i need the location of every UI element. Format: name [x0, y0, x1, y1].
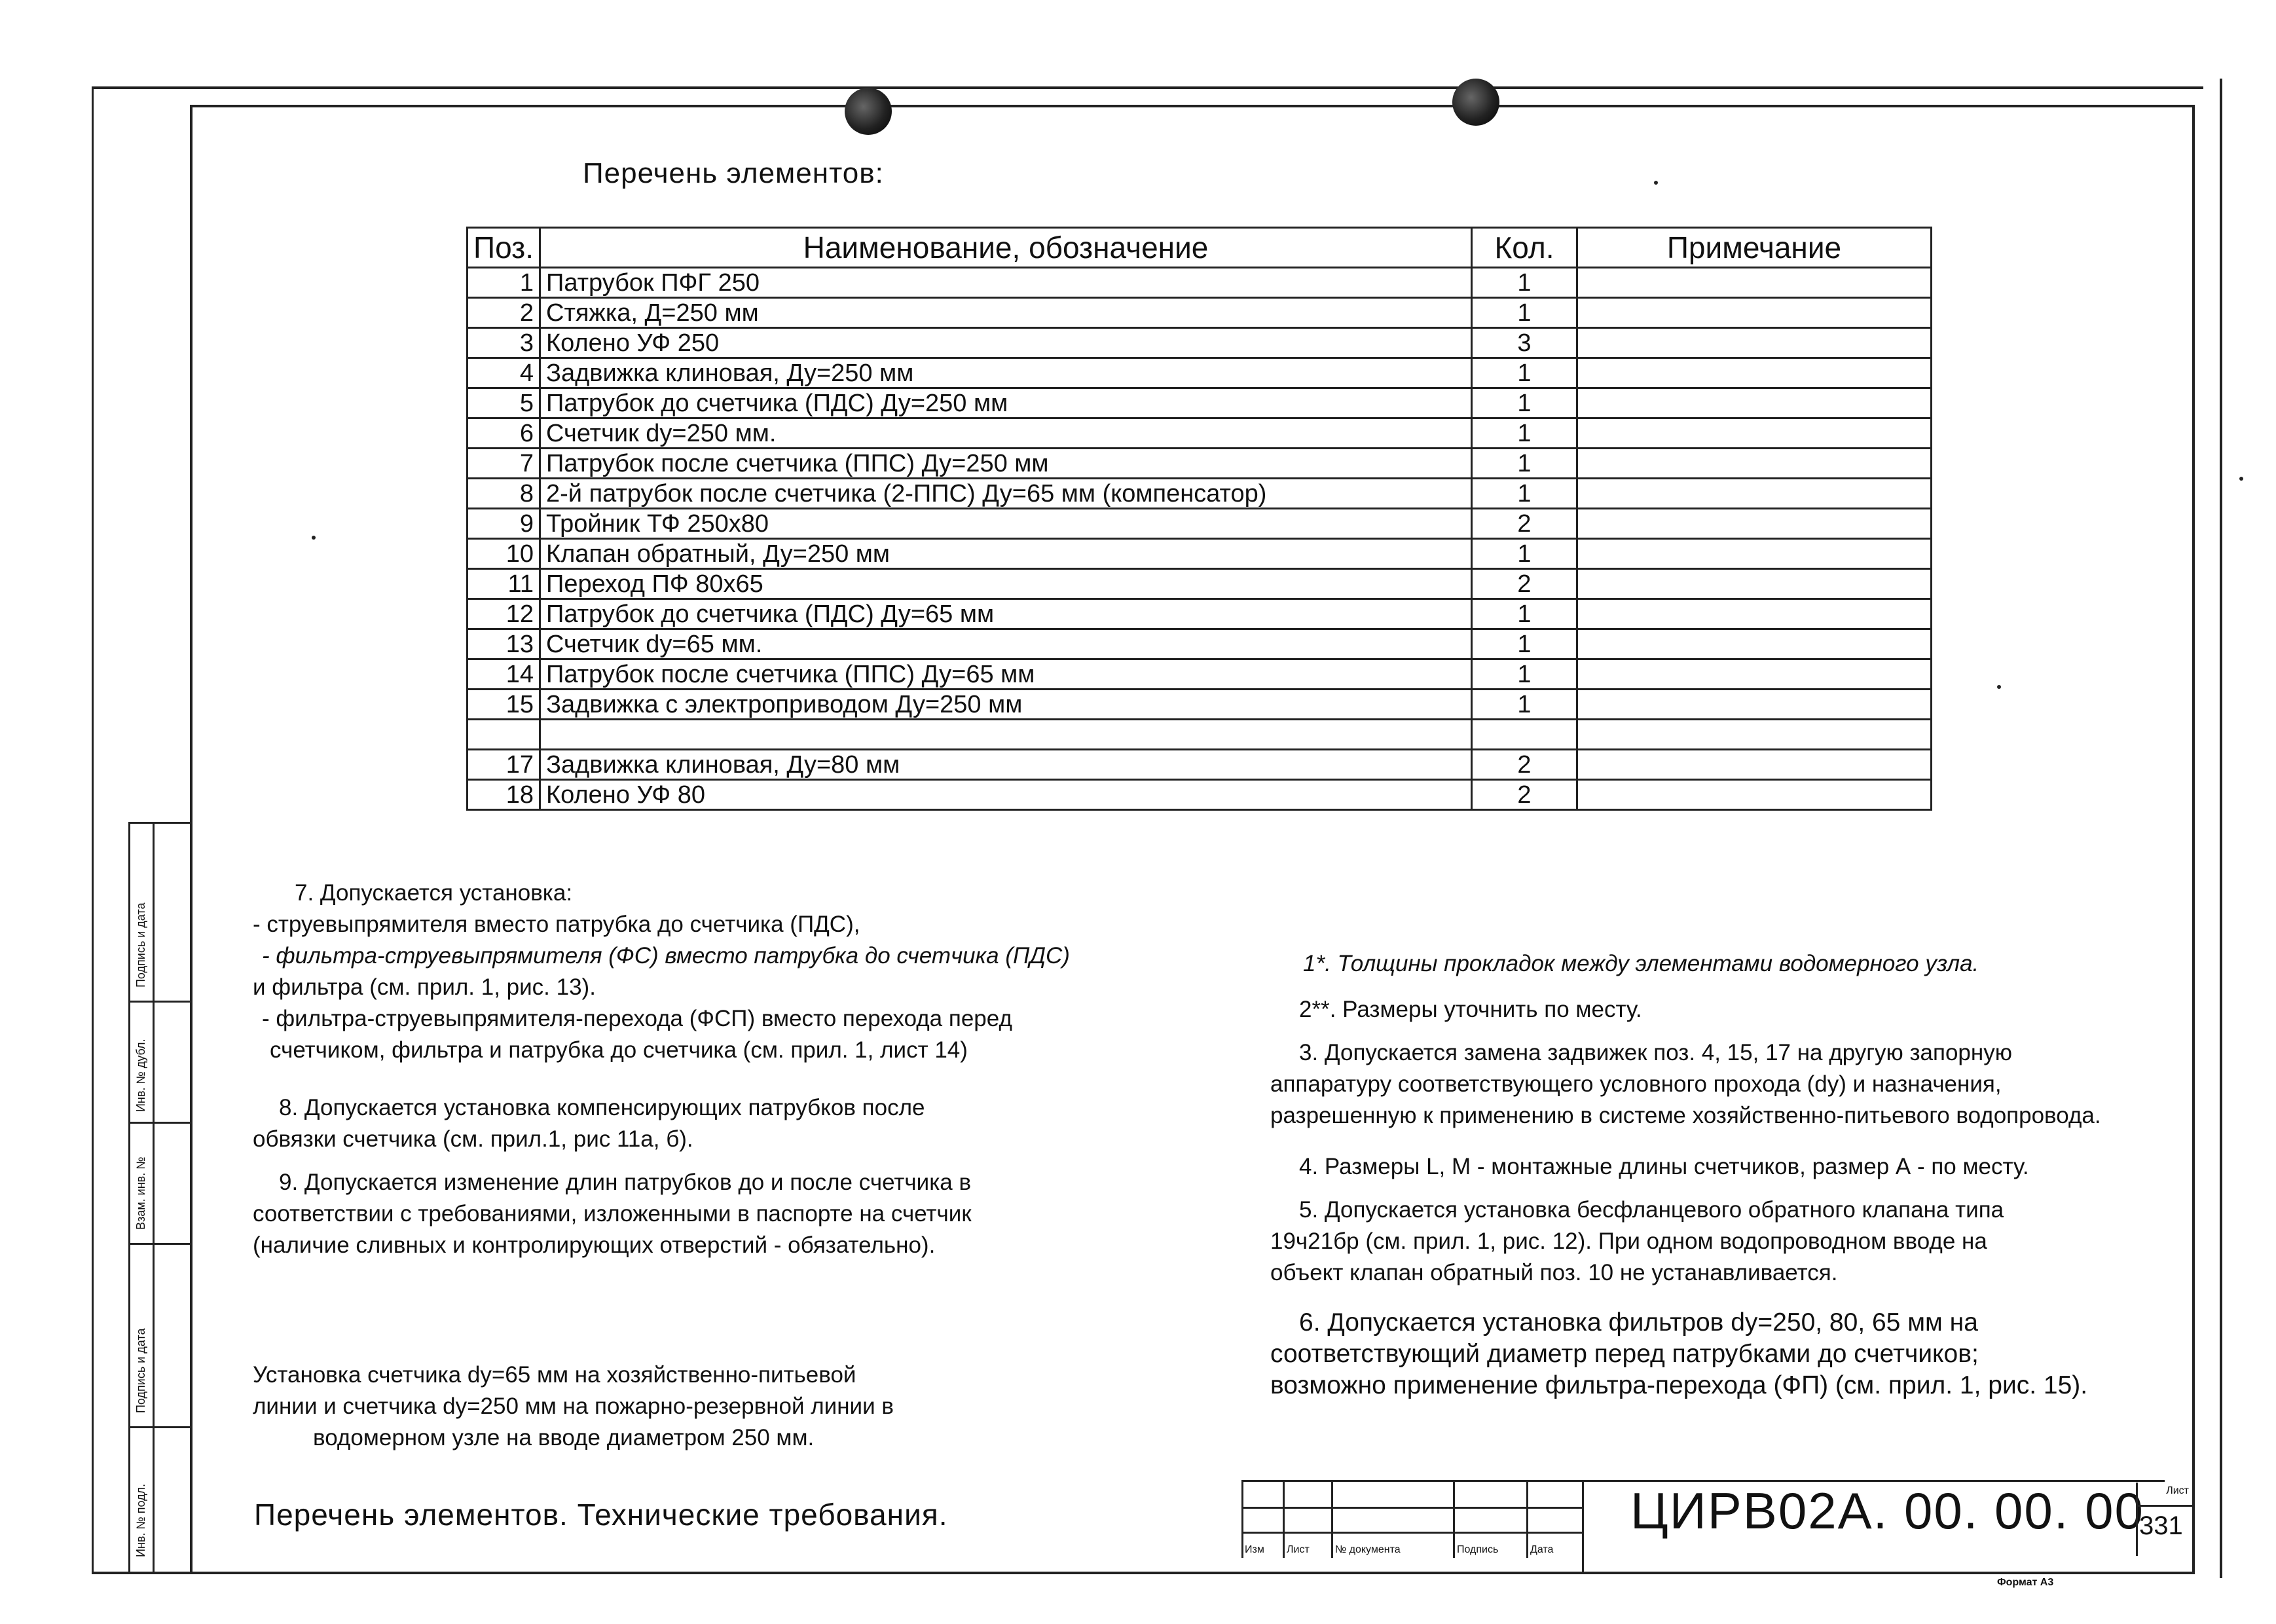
table-row — [468, 690, 1932, 720]
note-line: водомерном узле на вводе диаметром 250 мм. — [313, 1425, 815, 1450]
cell-name: Клапан обратный, Ду=250 мм — [540, 539, 1472, 569]
cell-name: Колено УФ 250 — [540, 328, 1472, 358]
note-r6 — [1270, 1307, 2087, 1401]
table-row — [468, 599, 1932, 629]
cell-qty: 1 — [1472, 690, 1577, 720]
col-header-qty: Кол. — [1472, 228, 1577, 268]
table-header-row — [468, 228, 1932, 268]
cell-note — [1577, 388, 1932, 418]
scan-speck — [2239, 477, 2243, 481]
sheet-label: Лист — [2166, 1485, 2189, 1496]
table-row — [468, 358, 1932, 388]
cell-note — [1577, 328, 1932, 358]
cell-note — [1577, 780, 1932, 810]
cell-name: Колено УФ 80 — [540, 780, 1472, 810]
side-strip-divider — [130, 1243, 192, 1245]
cell-name: 2-й патрубок после счетчика (2-ППС) Ду=65 мм (компенсатор) — [540, 479, 1472, 509]
note-line: соответствии с требованиями, изложенными в паспорте на счетчик — [253, 1201, 972, 1227]
note-line: 9. Допускается изменение длин патрубков до и после счетчика в — [279, 1170, 972, 1195]
stamp-line — [1283, 1482, 1285, 1558]
note-line: 5. Допускается установка бесфланцевого обратного клапана типа — [1299, 1197, 2004, 1223]
note-r1 — [1270, 948, 1979, 980]
note-line: - фильтра-струевыпрямителя (ФС) вместо патрубка до счетчика (ПДС) — [262, 943, 1070, 969]
cell-note — [1577, 268, 1932, 298]
cell-pos: 11 — [468, 569, 540, 599]
side-strip-divider — [153, 824, 155, 1574]
side-label: Инв. № дубл. — [134, 1039, 147, 1112]
note-line: 8. Допускается установка компенсирующих патрубков после — [279, 1095, 925, 1120]
note-line: 19ч21бр (см. прил. 1, рис. 12). При одном водопроводном вводе на — [1270, 1228, 1987, 1254]
cell-name: Тройник ТФ 250х80 — [540, 509, 1472, 539]
note-line: счетчиком, фильтра и патрубка до счетчика (см. прил. 1, лист 14) — [270, 1037, 968, 1063]
note-line: - струевыпрямителя вместо патрубка до счетчика (ПДС), — [253, 912, 860, 937]
note-line: 2**. Размеры уточнить по месту. — [1299, 997, 1642, 1022]
outer-frame-left — [92, 86, 94, 1573]
stamp-line — [1243, 1507, 1584, 1509]
cell-pos: 14 — [468, 659, 540, 690]
table-row — [468, 328, 1932, 358]
cell-pos: 8 — [468, 479, 540, 509]
col-header-pos: Поз. — [468, 228, 540, 268]
table-row — [468, 298, 1932, 328]
cell-name: Счетчик dy=250 мм. — [540, 418, 1472, 449]
side-strip — [128, 822, 192, 1574]
note-line: и фильтра (см. прил. 1, рис. 13). — [253, 974, 596, 1000]
note-line: 1*. Толщины прокладок между элементами водомерного узла. — [1303, 951, 1979, 976]
table-row — [468, 539, 1932, 569]
cell-name — [540, 720, 1472, 750]
stamp-label: Подпись — [1457, 1544, 1499, 1555]
note-line: разрешенную к применению в системе хозяйственно-питьевого водопровода. — [1270, 1103, 2101, 1128]
cell-pos: 5 — [468, 388, 540, 418]
frame-right — [2192, 105, 2195, 1572]
scan-speck — [312, 536, 316, 540]
cell-note — [1577, 509, 1932, 539]
cell-qty: 1 — [1472, 629, 1577, 659]
note-line: объект клапан обратный поз. 10 не устанавливается. — [1270, 1260, 1838, 1285]
cell-qty: 1 — [1472, 388, 1577, 418]
col-header-name: Наименование, обозначение — [540, 228, 1472, 268]
cell-note — [1577, 720, 1932, 750]
cell-qty: 1 — [1472, 298, 1577, 328]
side-label: Взам. инв. № — [134, 1156, 147, 1230]
punch-hole-icon — [1452, 79, 1499, 126]
table-row — [468, 418, 1932, 449]
cell-note — [1577, 569, 1932, 599]
punch-hole-icon — [845, 88, 892, 135]
cell-qty — [1472, 720, 1577, 750]
table-row — [468, 659, 1932, 690]
document-code: ЦИРВ02А. 00. 00. 00 — [1630, 1482, 2144, 1540]
page-title: Перечень элементов: — [583, 157, 884, 189]
stamp-label: Изм — [1245, 1544, 1264, 1555]
cell-qty: 1 — [1472, 479, 1577, 509]
cell-name: Переход ПФ 80х65 — [540, 569, 1472, 599]
note-line: (наличие сливных и контролирующих отверстий - обязательно). — [253, 1232, 936, 1258]
cell-pos: 10 — [468, 539, 540, 569]
cell-name: Счетчик dy=65 мм. — [540, 629, 1472, 659]
cell-note — [1577, 298, 1932, 328]
note-r3 — [1270, 1037, 2101, 1132]
cell-qty: 1 — [1472, 659, 1577, 690]
stamp-line — [1331, 1482, 1333, 1558]
col-header-note: Примечание — [1577, 228, 1932, 268]
table-row — [468, 750, 1932, 780]
cell-pos: 1 — [468, 268, 540, 298]
sheet-title: Перечень элементов. Технические требования. — [254, 1498, 948, 1532]
note-line: 6. Допускается установка фильтров dy=250, 80, 65 мм на — [1299, 1308, 1978, 1337]
frame-bottom — [92, 1572, 2195, 1574]
stamp-label: Дата — [1530, 1544, 1554, 1555]
cell-note — [1577, 358, 1932, 388]
stamp-label: № документа — [1335, 1544, 1401, 1555]
table-row — [468, 629, 1932, 659]
cell-name: Задвижка клиновая, Ду=250 мм — [540, 358, 1472, 388]
outer-frame-top — [92, 86, 2203, 89]
frame-right-outer — [2220, 79, 2222, 1578]
note-line: линии и счетчика dy=250 мм на пожарно-резервной линии в — [253, 1393, 894, 1419]
frame-top — [190, 105, 2193, 107]
cell-pos — [468, 720, 540, 750]
cell-pos: 7 — [468, 449, 540, 479]
cell-pos: 9 — [468, 509, 540, 539]
stamp-divider — [1582, 1480, 1584, 1572]
note-line: аппаратуру соответствующего условного прохода (dy) и назначения, — [1270, 1071, 2002, 1097]
cell-note — [1577, 449, 1932, 479]
cell-qty: 1 — [1472, 358, 1577, 388]
stamp-line — [1243, 1532, 1584, 1534]
note-7 — [253, 877, 1070, 1066]
cell-note — [1577, 479, 1932, 509]
cell-qty: 1 — [1472, 449, 1577, 479]
format-label: Формат А3 — [1997, 1577, 2054, 1588]
cell-name: Задвижка с электроприводом Ду=250 мм — [540, 690, 1472, 720]
cell-note — [1577, 599, 1932, 629]
cell-name: Патрубок до счетчика (ПДС) Ду=250 мм — [540, 388, 1472, 418]
table-row — [468, 388, 1932, 418]
cell-note — [1577, 690, 1932, 720]
cell-qty: 1 — [1472, 599, 1577, 629]
note-line: 7. Допускается установка: — [295, 880, 573, 906]
table-row — [468, 720, 1932, 750]
side-strip-divider — [130, 1001, 192, 1003]
cell-qty: 2 — [1472, 509, 1577, 539]
cell-qty: 2 — [1472, 569, 1577, 599]
stamp-line — [2138, 1505, 2193, 1507]
table-row — [468, 268, 1932, 298]
sheet-number: 331 — [2139, 1511, 2183, 1540]
elements-table — [466, 227, 1932, 811]
cell-note — [1577, 539, 1932, 569]
side-label: Подпись и дата — [134, 1328, 147, 1413]
cell-qty: 1 — [1472, 418, 1577, 449]
revision-stamp — [1241, 1480, 1584, 1558]
note-line: обвязки счетчика (см. прил.1, рис 11а, б). — [253, 1126, 693, 1152]
stamp-label: Лист — [1287, 1544, 1310, 1555]
cell-pos: 6 — [468, 418, 540, 449]
cell-pos: 13 — [468, 629, 540, 659]
cell-name: Патрубок ПФГ 250 — [540, 268, 1472, 298]
cell-name: Патрубок до счетчика (ПДС) Ду=65 мм — [540, 599, 1472, 629]
note-line: 4. Размеры L, M - монтажные длины счетчиков, размер А - по месту. — [1299, 1154, 2029, 1179]
cell-note — [1577, 629, 1932, 659]
note-r2 — [1270, 994, 1642, 1025]
cell-pos: 18 — [468, 780, 540, 810]
note-8 — [253, 1092, 925, 1155]
cell-name: Задвижка клиновая, Ду=80 мм — [540, 750, 1472, 780]
cell-pos: 15 — [468, 690, 540, 720]
table-row — [468, 509, 1932, 539]
side-strip-divider — [130, 1122, 192, 1124]
note-line: - фильтра-струевыпрямителя-перехода (ФСП) вместо перехода перед — [262, 1006, 1012, 1031]
table-row — [468, 780, 1932, 810]
cell-qty: 1 — [1472, 539, 1577, 569]
note-line: соответствующий диаметр перед патрубками до счетчиков; — [1270, 1340, 1979, 1368]
note-r4 — [1270, 1151, 2029, 1183]
cell-pos: 17 — [468, 750, 540, 780]
table-row — [468, 449, 1932, 479]
stamp-line — [1526, 1482, 1528, 1558]
cell-name: Патрубок после счетчика (ППС) Ду=250 мм — [540, 449, 1472, 479]
note-9 — [253, 1167, 972, 1261]
cell-qty: 1 — [1472, 268, 1577, 298]
cell-pos: 2 — [468, 298, 540, 328]
cell-note — [1577, 659, 1932, 690]
sheet-number-box — [2136, 1483, 2193, 1556]
cell-note — [1577, 418, 1932, 449]
note-line: Установка счетчика dy=65 мм на хозяйственно-питьевой — [253, 1362, 856, 1388]
side-label: Подпись и дата — [134, 902, 147, 987]
cell-qty: 3 — [1472, 328, 1577, 358]
cell-pos: 3 — [468, 328, 540, 358]
stamp-line — [1453, 1482, 1455, 1558]
table-row — [468, 569, 1932, 599]
table-row — [468, 479, 1932, 509]
drawing-caption — [253, 1359, 894, 1454]
note-r5 — [1270, 1194, 2004, 1289]
note-line: 3. Допускается замена задвижек поз. 4, 15, 17 на другую запорную — [1299, 1040, 2012, 1065]
note-line: возможно применение фильтра-перехода (ФП) (см. прил. 1, рис. 15). — [1270, 1371, 2088, 1399]
scan-speck — [1654, 181, 1658, 185]
cell-name: Патрубок после счетчика (ППС) Ду=65 мм — [540, 659, 1472, 690]
cell-qty: 2 — [1472, 750, 1577, 780]
cell-pos: 12 — [468, 599, 540, 629]
cell-pos: 4 — [468, 358, 540, 388]
side-strip-divider — [130, 1426, 192, 1428]
cell-note — [1577, 750, 1932, 780]
cell-qty: 2 — [1472, 780, 1577, 810]
scan-speck — [1997, 685, 2001, 689]
cell-name: Стяжка, Д=250 мм — [540, 298, 1472, 328]
side-label: Инв. № подл. — [134, 1483, 147, 1557]
